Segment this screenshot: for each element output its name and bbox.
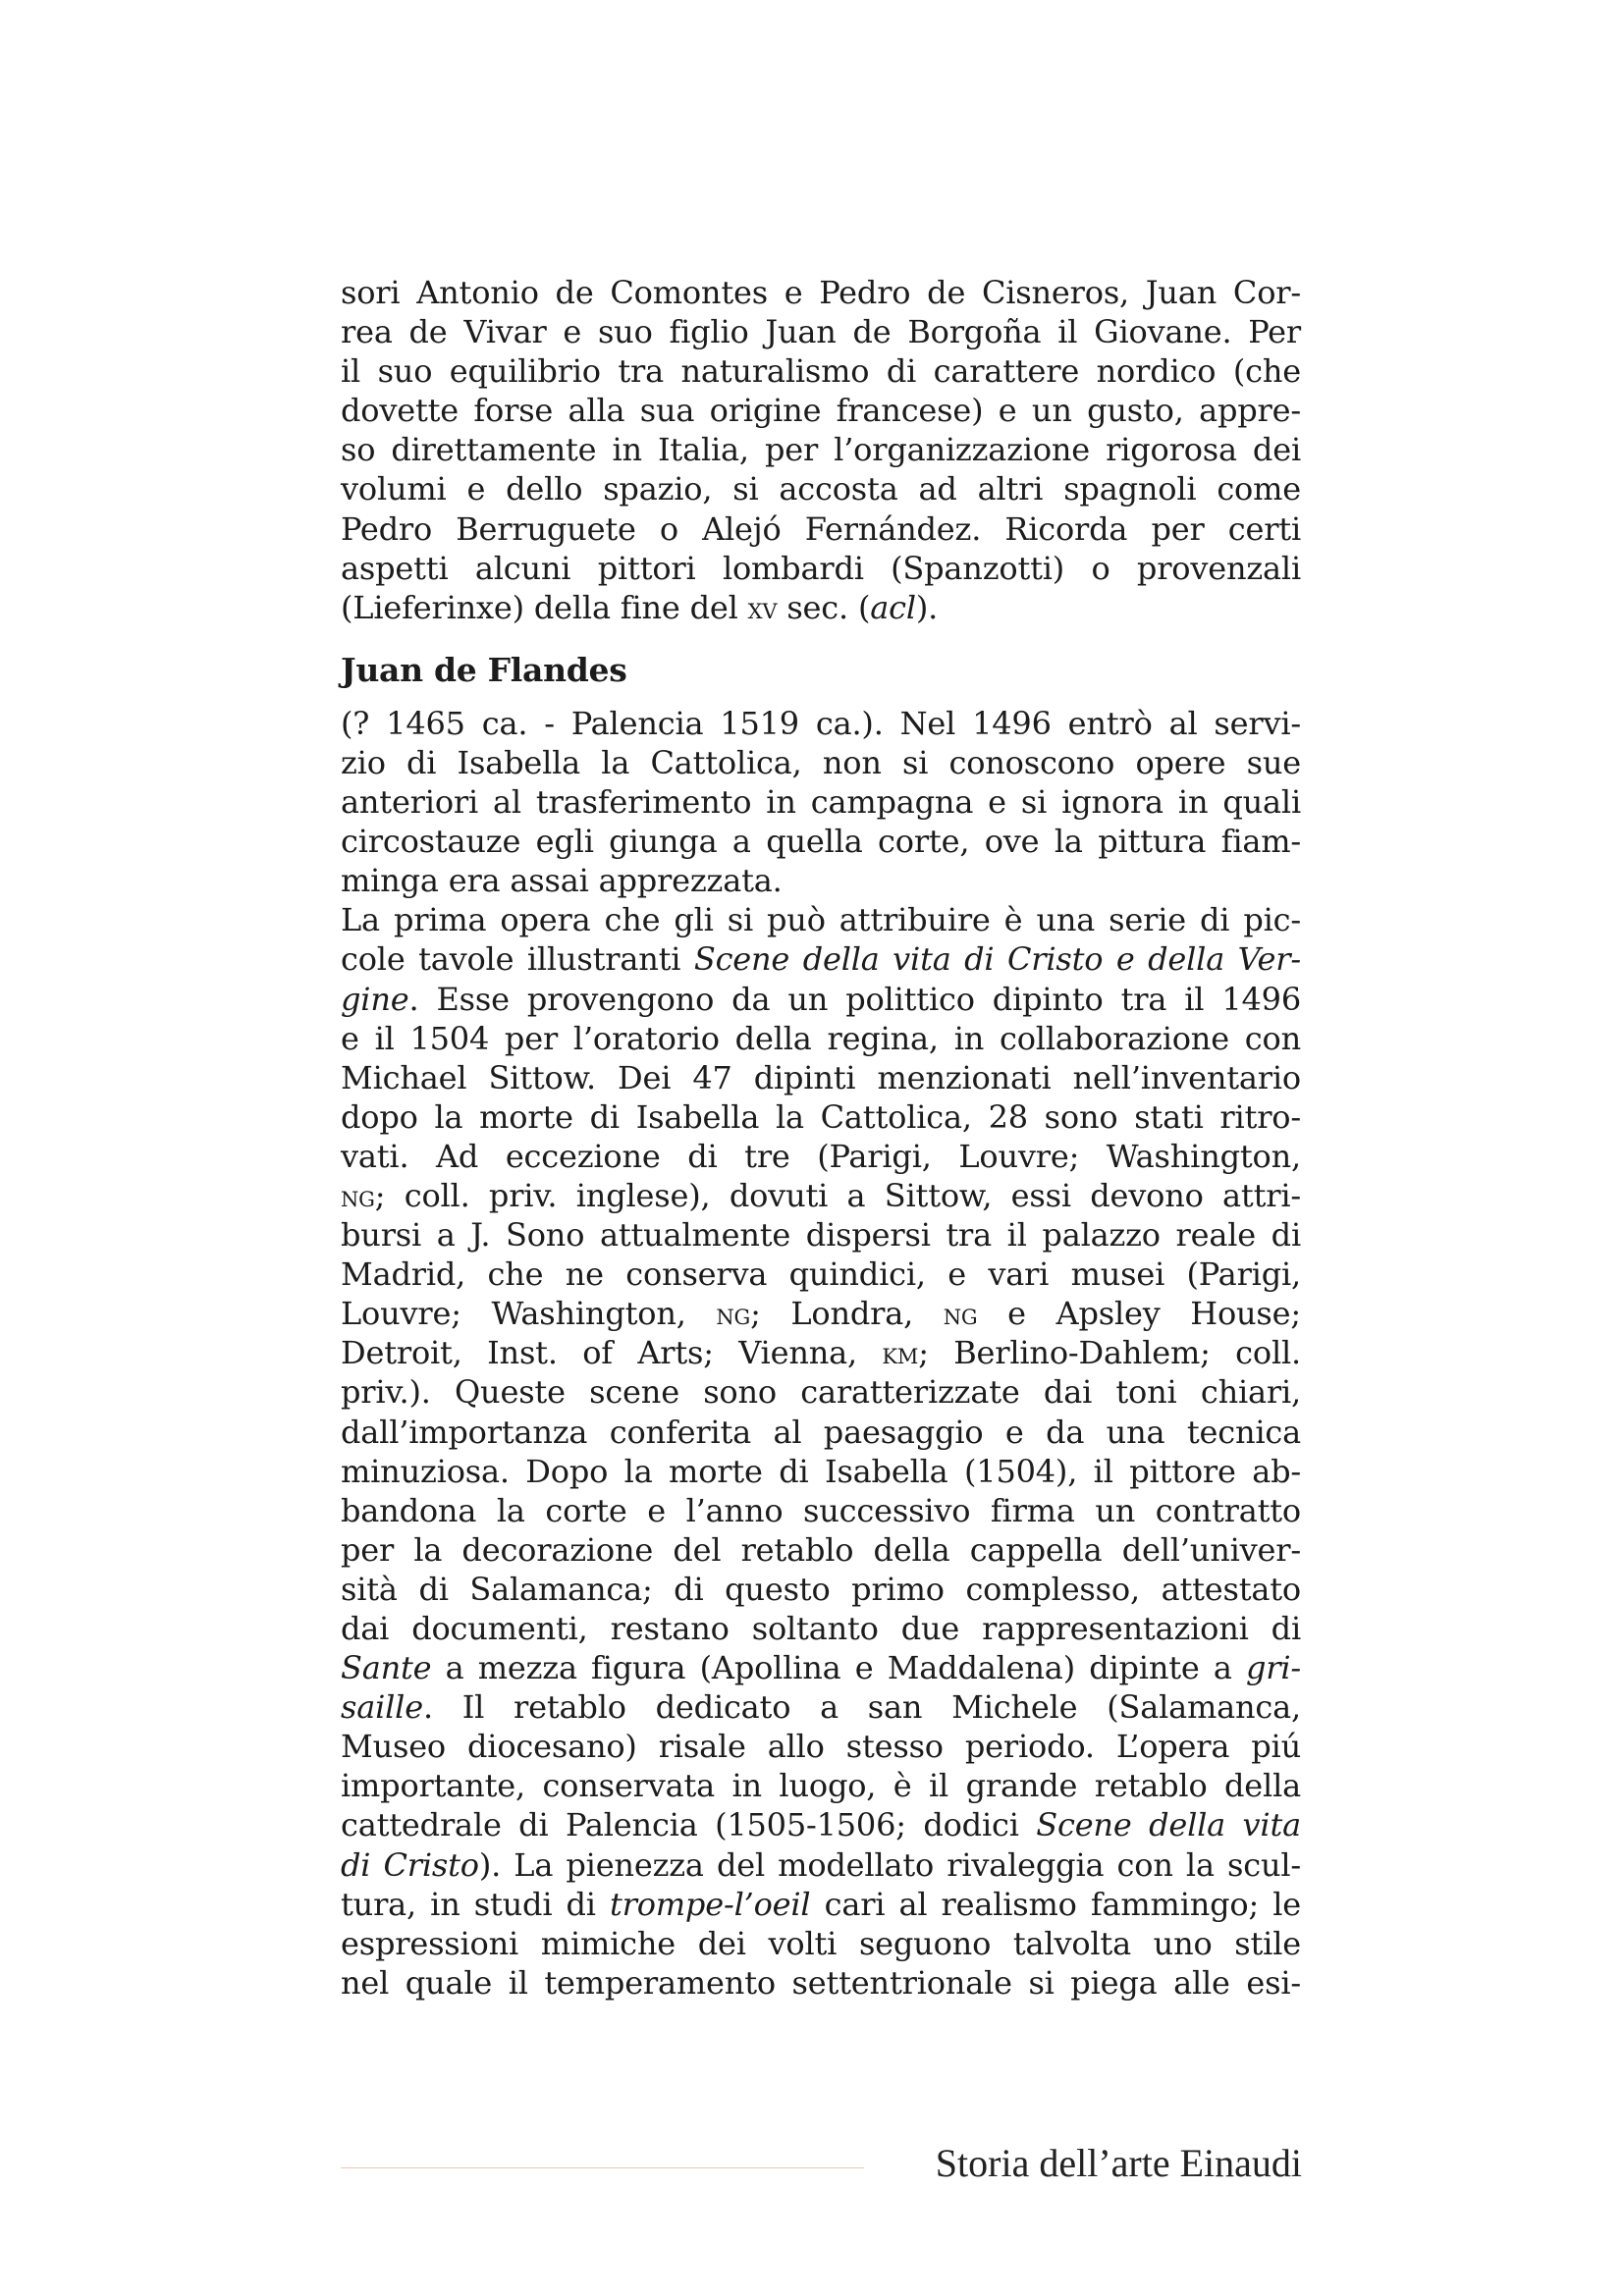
text-line: espressioni mimiche dei volti seguono talvolta uno stile [341, 1924, 1301, 1962]
footer-publication-title: Storia dell’arte Einaudi [935, 2141, 1302, 2185]
text-line: bandona la corte e l’anno successivo firma un contratto [341, 1491, 1301, 1529]
text-line: dall’importanza conferita al paesaggio e da una tecnica [341, 1413, 1301, 1451]
text-line: Madrid, che ne conserva quindici, e vari musei (Parigi, [341, 1255, 1301, 1294]
text-line: rea de Vivar e suo figlio Juan de Borgoña il Giovane. Per [341, 313, 1301, 351]
text-line: sità di Salamanca; di questo primo complesso, attestato [341, 1570, 1301, 1608]
text-line: (Lieferinxe) della fine del xv sec. (acl). [341, 588, 939, 626]
text-line: zio di Isabella la Cattolica, non si conoscono opere sue [341, 743, 1301, 781]
text-line: nel quale il temperamento settentrionale si piega alle esi- [341, 1963, 1301, 2002]
text-line: bursi a J. Sono attualmente dispersi tra il palazzo reale di [341, 1216, 1301, 1255]
entry-heading: Juan de Flandes [341, 650, 627, 689]
paragraph-biography [341, 704, 1301, 900]
text-line: (? 1465 ca. - Palencia 1519 ca.). Nel 1496 entrò al servi- [341, 704, 1301, 742]
text-line: cole tavole illustranti Scene della vita di Cristo e della Ver- [341, 940, 1302, 979]
text-line: so direttamente in Italia, per l’organizzazione rigorosa dei [341, 431, 1301, 469]
text-line: per la decorazione del retablo della cappella dell’univer- [341, 1530, 1301, 1569]
text-line: volumi e dello spazio, si accosta ad altri spagnoli come [341, 470, 1301, 508]
text-line: La prima opera che gli si può attribuire è una serie di pic- [341, 901, 1301, 939]
footer-divider [341, 2167, 864, 2168]
text-line: di Cristo). La pienezza del modellato rivaleggia con la scul- [341, 1845, 1301, 1884]
text-line: Sante a mezza figura (Apollina e Maddalena) dipinte a gri- [341, 1649, 1301, 1687]
text-line: aspetti alcuni pittori lombardi (Spanzotti) o provenzali [341, 549, 1301, 587]
text-line: cattedrale di Palencia (1505-1506; dodici Scene della vita [341, 1806, 1301, 1844]
text-line: sori Antonio de Comontes e Pedro de Cisneros, Juan Cor- [341, 274, 1301, 311]
text-line: Pedro Berruguete o Alejó Fernández. Ricorda per certi [341, 509, 1301, 548]
text-line: dai documenti, restano soltanto due rappresentazioni di [341, 1610, 1301, 1647]
text-line: Louvre; Washington, ng; Londra, ng e Apsley House; [341, 1295, 1301, 1333]
text-line: saille. Il retablo dedicato a san Michele (Salamanca, [341, 1688, 1301, 1727]
text-line: Michael Sittow. Dei 47 dipinti menzionati nell’inventario [341, 1058, 1301, 1096]
paragraph-works [341, 900, 1301, 2002]
text-line: circostauze egli giunga a quella corte, ove la pittura fiam- [341, 823, 1301, 861]
text-line: Detroit, Inst. of Arts; Vienna, km; Berlino-Dahlem; coll. [341, 1334, 1301, 1372]
author-initials: acl [870, 588, 916, 626]
text-line: minuziosa. Dopo la morte di Isabella (1504), il pittore ab- [341, 1452, 1301, 1490]
text-line: minga era assai apprezzata. [341, 862, 783, 900]
text-line: dopo la morte di Isabella la Cattolica, 28 sono stati ritro- [341, 1097, 1301, 1136]
text-line: vati. Ad eccezione di tre (Parigi, Louvre; Washington, [341, 1137, 1301, 1175]
text-line: Museo diocesano) risale allo stesso periodo. L’opera piú [341, 1728, 1301, 1766]
text-line: tura, in studi di trompe-l’oeil cari al realismo fammingo; le [341, 1885, 1301, 1923]
text-line: priv.). Queste scene sono caratterizzate dai toni chiari, [341, 1373, 1301, 1412]
page-body [341, 273, 1301, 2002]
text-line: gine. Esse provengono da un polittico dipinto tra il 1496 [341, 980, 1301, 1018]
text-line: dovette forse alla sua origine francese) e un gusto, appre- [341, 392, 1301, 430]
paragraph-intro [341, 273, 1301, 627]
text-line: il suo equilibrio tra naturalismo di carattere nordico (che [341, 352, 1301, 391]
text-line: anteriori al trasferimento in campagna e si ignora in quali [341, 783, 1301, 822]
text-line: ng; coll. priv. inglese), dovuti a Sittow, essi devono attri- [341, 1176, 1301, 1214]
text-line: e il 1504 per l’oratorio della regina, in collaborazione con [341, 1019, 1301, 1057]
text-line: importante, conservata in luogo, è il grande retablo della [341, 1767, 1301, 1805]
